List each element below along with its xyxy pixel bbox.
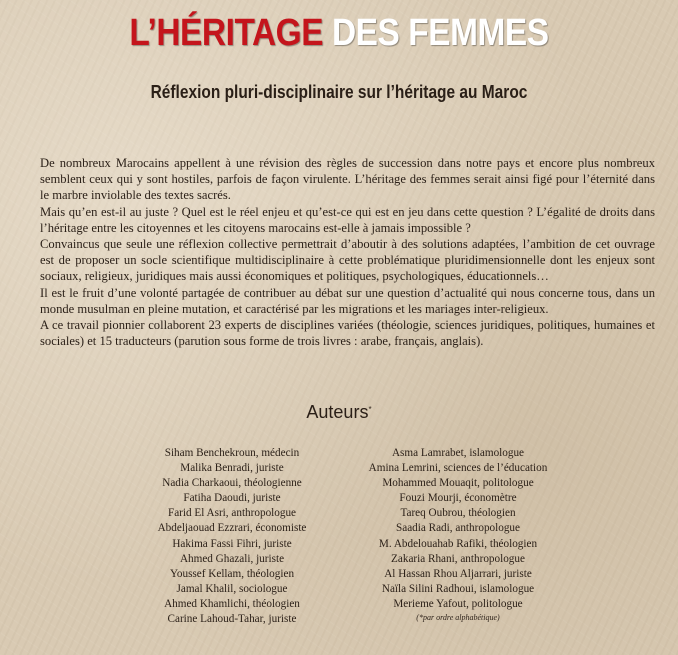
author-item: [308, 552, 608, 567]
author-name: Farid El Asri: [167, 507, 226, 520]
subtitle: Réflexion pluri-disciplinaire sur l’héritage au Maroc: [150, 82, 528, 102]
page-title: [41, 12, 638, 55]
author-name: Naïla Silini Radhoui: [381, 582, 474, 595]
author-name: Al Hassan Rhou Aljarrari: [384, 567, 499, 580]
title-red: L’HÉRITAGE: [129, 12, 324, 54]
author-name: Mohammed Mouaqit: [382, 477, 478, 490]
authors-heading-mark: *: [368, 405, 372, 414]
author-role: , sciences de l’éducation: [437, 462, 548, 475]
author-role: , théologien: [484, 537, 538, 550]
author-role: , anthropologue: [225, 507, 297, 520]
author-name: Saadia Radi: [396, 522, 450, 535]
author-role: , juriste: [258, 537, 292, 550]
author-role: , théologienne: [238, 477, 302, 490]
alphabetical-note: (*par ordre alphabétique): [416, 613, 500, 623]
paragraph: De nombreux Marocains appellent à une révision des règles de succession dans notre pays et encore plus nombreux semblent ceux qui y sont hostiles, parfois de façon virulente. L’héritage des femmes serait ainsi figé pour l’éternité dans le marbre inviolable des textes sacrés.: [40, 156, 655, 203]
author-role: , juriste: [247, 492, 281, 505]
author-role: , anthropologue: [449, 522, 520, 535]
author-role: , économiste: [249, 522, 307, 535]
author-name: Ahmed Ghazali: [179, 552, 251, 565]
author-name: Asma Lamrabet: [391, 447, 464, 459]
authors-heading: [0, 402, 678, 423]
author-role: , théologien: [462, 507, 516, 520]
author-role: , juriste: [250, 552, 285, 565]
author-role: , économètre: [458, 492, 517, 505]
author-item: [308, 506, 608, 521]
author-name: Fatiha Daoudi: [183, 492, 248, 505]
authors-right-column: [308, 446, 608, 624]
author-name: Malika Benradi: [180, 462, 251, 475]
body-text: [40, 155, 655, 349]
paragraph: Convaincus que seule une réflexion collective permettrait d’aboutir à des solutions adaptées, l’ambition de cet ouvrage est de proposer un socle scientifique multidisciplinaire à cette problématique pluridimensionnelle dont les enjeux sont sociaux, religieux, juridiques mais aussi économiques et politiques, psychologiques, éducationnels…: [40, 237, 655, 284]
author-name: Tareq Oubrou: [400, 507, 463, 520]
author-role: , anthropologue: [454, 552, 525, 565]
author-item: [308, 537, 608, 552]
author-role: , politologue: [466, 597, 523, 610]
author-name: Ahmed Khamlichi: [164, 597, 248, 610]
author-role: , juriste: [262, 613, 297, 626]
paragraph: Mais qu’en est-il au juste ? Quel est le réel enjeu et qu’est-ce qui est en jeu dans cette question ? L’égalité de droits dans l’héritage entre les citoyennes et les citoyens marocains est-elle à jamais impossible ?: [40, 204, 655, 235]
paragraph: A ce travail pionnier collaborent 23 experts de disciplines variées (théologie, sciences juridiques, politiques, humaines et sociales) et 15 traducteurs (parution sous forme de trois livres : arabe, français, anglais).: [40, 318, 655, 349]
author-name: M. Abdelouahab Rafiki: [378, 537, 485, 550]
title-white: DES FEMMES: [331, 12, 549, 54]
paragraph: Il est le fruit d’une volonté partagée de contribuer au débat sur une question d’actualité qui nous concerne tous, dans un monde musulman en pleine mutation, et caractérisé par les migrations et les mariages inter-religieux.: [40, 285, 655, 316]
author-name: Fouzi Mourji: [399, 492, 459, 505]
author-name: Carine Lahoud-Tahar: [167, 613, 263, 626]
author-role: , sociologue: [233, 582, 288, 595]
author-name: Abdeljaouad Ezzrari: [157, 522, 250, 535]
author-name: Youssef Kellam: [169, 567, 242, 580]
author-item: [308, 582, 608, 597]
author-item: [308, 597, 608, 612]
author-name: Siham Benchekroun: [164, 447, 256, 459]
author-item: [308, 567, 608, 582]
author-role: , politologue: [477, 477, 534, 490]
authors-heading-text: Auteurs: [306, 402, 369, 422]
author-role: , théologien: [241, 567, 295, 580]
author-name: Amina Lemrini: [368, 462, 438, 475]
author-item: [308, 491, 608, 506]
author-item: [308, 446, 608, 461]
author-role: , théologien: [247, 597, 300, 610]
author-role: , islamologue: [463, 447, 525, 459]
author-name: Zakaria Rhani: [391, 552, 455, 565]
author-name: Hakima Fassi Fihri: [172, 537, 259, 550]
author-role: , islamologue: [473, 582, 535, 595]
author-name: Nadia Charkaoui: [162, 477, 239, 490]
author-name: Merieme Yafout: [393, 597, 467, 610]
author-item: [308, 521, 608, 536]
author-item: [308, 461, 608, 476]
author-name: Jamal Khalil: [176, 582, 234, 595]
author-role: , juriste: [250, 462, 284, 475]
author-role: , juriste: [498, 567, 532, 580]
author-item: [308, 476, 608, 491]
author-role: , médecin: [255, 447, 300, 459]
